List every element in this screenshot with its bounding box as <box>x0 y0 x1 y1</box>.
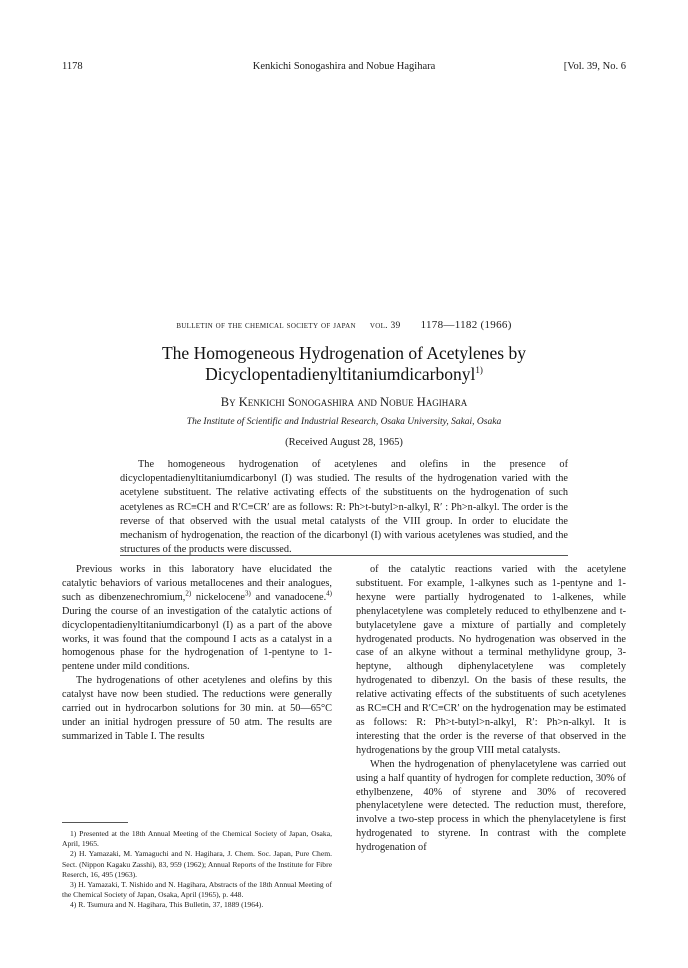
title-line-1: The Homogeneous Hydrogenation of Acetylenes by <box>161 343 526 363</box>
authors: By Kenkichi Sonogashira and Nobue Hagihara <box>220 395 468 409</box>
journal-pages: 1178—1182 (1966) <box>420 319 512 331</box>
right-column <box>356 563 626 855</box>
abstract <box>120 458 568 557</box>
left-column <box>62 563 332 744</box>
institution: The Institute of Scientific and Industrial Research, Osaka University, Sakai, Osaka <box>186 417 502 427</box>
right-paragraph-2: When the hydrogenation of phenylacetylene was carried out using a half quantity of hydrogen for complete reduction, 30% of ethylbenzene, 40% of styrene and 30% of recovered phenylacetylene were detected. The reduction must, therefore, involve a two-step process in which the phenylacetylene is first hydrogenated to styrene. In contrast with the complete hydrogenation of <box>356 758 626 854</box>
footnote-divider <box>62 822 128 823</box>
volume-issue: [Vol. 39, No. 6 <box>563 61 626 72</box>
abstract-text: The homogeneous hydrogenation of acetylenes and olefins in the presence of dicyclopentadienyltitaniumdicarbonyl (I) was studied. The results of the hydrogenation varied with the acetylene substituent. The relative activating effects of the substituents on the hydrogenation of such acetylenes as RC≡CH and R′C≡CR′ are as follows: R: Ph>t-butyl>n-alkyl, R′ : Ph>n-alkyl. The order is the reverse of that observed with the usual metal catalysts of the VIII group. In order to elucidate the mechanism of hydrogenation, the reaction of the dicarbonyl (I) with various acetylenes was studied, and the structures of the products were discussed. <box>120 459 568 556</box>
received-date: (Received August 28, 1965) <box>285 437 403 448</box>
journal-line <box>63 319 625 331</box>
left-paragraph-2: The hydrogenations of other acetylenes and olefins by this catalyst have now been studied. The reductions were generally carried out in hydrocarbon solutions for 30 min. at 50—65°C under an initial hydrogen pressure of 50 atm. The results are summarized in Table I. The results <box>62 675 332 742</box>
footnote-3: 3) H. Yamazaki, T. Nishido and N. Hagihara, Abstracts of the 18th Annual Meeting of the Chemical Society of Japan, Osaka, April (1965), p. 448. <box>62 880 332 900</box>
running-title: Kenkichi Sonogashira and Nobue Hagihara <box>252 61 436 72</box>
article-title <box>60 343 628 385</box>
footnote-2: 2) H. Yamazaki, M. Yamaguchi and N. Hagihara, J. Chem. Soc. Japan, Pure Chem. Sect. (Nippon Kagaku Zasshi), 83, 959 (1962); Annual Reports of the Institute for Fibre Reserch, 16, 495 (1963). <box>62 849 332 879</box>
page-number: 1178 <box>62 61 83 72</box>
title-footnote-ref: 1) <box>475 365 483 376</box>
title-line-2: Dicyclopentadienyltitaniumdicarbonyl$^{1)}$ <box>205 364 483 384</box>
footnotes <box>62 829 332 911</box>
journal-name: bulletin of the chemical society of japan <box>176 321 356 331</box>
footnote-4: 4) R. Tsumura and N. Hagihara, This Bulletin, 37, 1889 (1964). <box>70 900 264 910</box>
journal-volume: vol. 39 <box>369 321 401 331</box>
right-paragraph-1: of the catalytic reactions varied with the acetylene substituent. For example, 1-alkynes such as 1-pentyne and 1-hexyne were partially hydrogenated to 1-alkenes, while phenylacetylene was completely reduced to ethylbenzene and t-butylacetylene gave a mixture of partially and completely hydrogenated products. No hydrogenation was observed in the case of an alkyne without a terminal methylidyne group, 3-heptyne, although diphenylacetylene was completely hydrogenated to dibenzyl. On the basis of these results, the relative activating effects of the substituents of such acetylenes as RC≡CH and R′C≡CR′ on the hydrogenation may be estimated as follows: R: Ph>t-butyl>n-alkyl, R′: Ph>n-alkyl. It is interesting that the order is the reverse of that observed in the hydrogenations by the group VIII metal catalysts. <box>356 564 626 756</box>
abstract-divider <box>120 555 568 556</box>
left-paragraph-1: Previous works in this laboratory have elucidated the catalytic behaviors of various metallocenes and their analogues, such as dibenzenechromium,$^{2)}$ nickelocene$^{3)}$ and vanadocene.$^{4)}$ During the course of an investigation of the catalytic actions of dicyclopentadienyltitaniumdicarbonyl (I) as a part of the above works, it was found that the compound I acts as a catalyst in a homogenous phase for the hydrogenation of 1-pentyne to 1-pentene under mild conditions. <box>62 564 333 673</box>
footnote-1: 1) Presented at the 18th Annual Meeting of the Chemical Society of Japan, Osaka, April, 1965. <box>62 829 332 849</box>
